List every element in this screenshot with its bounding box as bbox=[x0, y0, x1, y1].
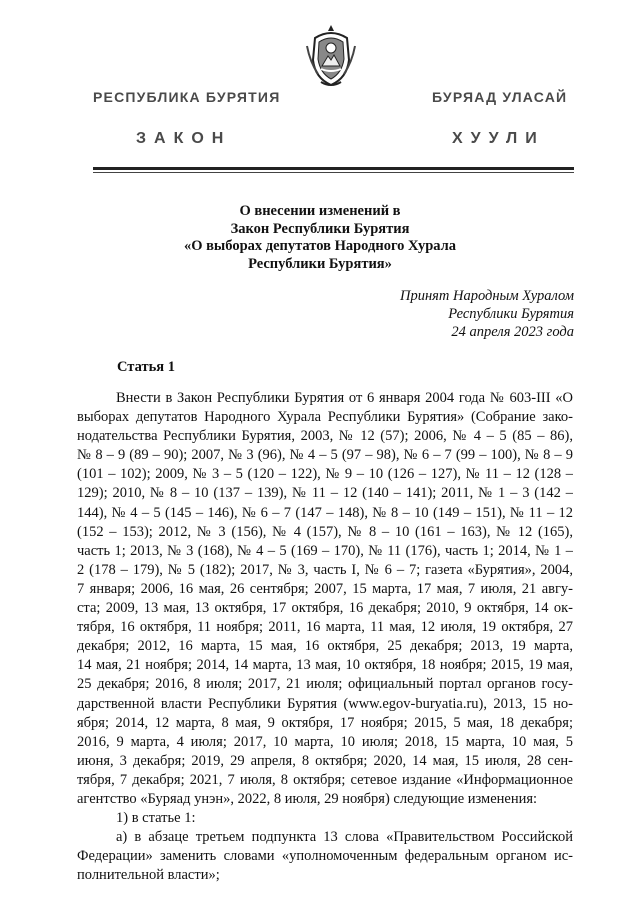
body-line: 7 января; 2006, 16 мая, 26 сентября; 2007, 15 марта, 17 мая, 7 июля, 21 авгу- bbox=[77, 580, 573, 597]
body-line: дарственной власти Республики Бурятия (www.egov-buryatia.ru), 2013, 15 но- bbox=[77, 695, 573, 712]
body-subitem: а) в абзаце третьем подпункта 13 слова «Правительством Российской bbox=[116, 829, 573, 846]
body-line: № 8 – 9 (89 – 90); 2007, № 3 (96), № 4 – 5 (97 – 98), № 6 – 7 (99 – 100), № 8 – 9 bbox=[77, 447, 573, 464]
body-line: часть 1; 2013, № 3 (168), № 4 – 5 (169 – 170), № 11 (176), часть 1; 2014, № 1 – bbox=[77, 542, 573, 559]
law-title-line: О внесении изменений в bbox=[239, 203, 401, 219]
body-line: (152 – 153); 2012, № 3 (156), № 4 (157), № 8 – 10 (161 – 163), № 12 (165), bbox=[77, 523, 573, 540]
body-line: ста; 2009, 13 мая, 13 октября, 17 октября, 16 декабря; 2010, 9 октября, 14 ок- bbox=[77, 600, 573, 617]
law-title-line: Республики Бурятия» bbox=[248, 255, 392, 272]
body-line: июня, 3 декабря; 2019, 29 апреля, 8 октября; 2020, 14 мая, 15 июля, 28 сен- bbox=[77, 752, 573, 769]
body-line: 25 декабря; 2016, 8 июля; 2017, 21 июля; официальный портал органов госу- bbox=[77, 676, 573, 693]
body-line: ября; 2014, 12 марта, 8 мая, 9 октября, 17 ноября; 2015, 5 мая, 18 декабря; bbox=[77, 714, 573, 731]
body-line: выборах депутатов Народного Хурала Республики Бурятия» (Собрание зако- bbox=[77, 409, 573, 426]
coat-of-arms-emblem bbox=[301, 22, 361, 88]
body-line: 14 мая, 21 ноября; 2014, 14 марта, 13 мая, 10 октября, 18 ноября; 2015, 19 мая, bbox=[77, 657, 573, 674]
header-divider-thick bbox=[93, 167, 574, 170]
article-body bbox=[77, 389, 573, 885]
body-list-item: 1) в статье 1: bbox=[116, 810, 196, 827]
article-heading: Статья 1 bbox=[117, 359, 175, 375]
law-title-line: Закон Республики Бурятия bbox=[230, 220, 410, 237]
body-line: Федерации» заменить словами «уполномоченным федеральным органом ис- bbox=[77, 848, 573, 865]
body-line: нодательства Республики Бурятия, 2003, № 12 (57); 2006, № 4 – 5 (85 – 86), bbox=[77, 428, 573, 445]
law-title bbox=[0, 203, 640, 273]
republic-name-buryat: БУРЯАД УЛАСАЙ bbox=[432, 89, 568, 105]
body-line: 144), № 4 – 5 (145 – 146), № 6 – 7 (147 – 148), № 8 – 10 (149 – 151), № 11 – 12 bbox=[77, 504, 573, 521]
republic-name-russian: РЕСПУБЛИКА БУРЯТИЯ bbox=[93, 89, 281, 105]
body-line: декабря; 2012, 16 марта, 15 мая, 16 октября, 25 декабря; 2013, 19 марта, bbox=[77, 638, 573, 655]
body-line: тября, 7 декабря; 2021, 7 июля, 8 октября; сетевое издание «Информационное bbox=[77, 771, 573, 788]
body-line: 2016, 9 марта, 4 июля; 2017, 10 марта, 10 июля; 2018, 15 марта, 10 мая, 5 bbox=[77, 733, 573, 750]
body-line: Внести в Закон Республики Бурятия от 6 января 2004 года № 603-III «О bbox=[116, 390, 573, 406]
body-line: агентство «Буряад унэн», 2022, 8 июля, 29 ноября) следующие изменения: bbox=[77, 790, 538, 807]
adoption-note-date: 24 апреля 2023 года bbox=[451, 324, 574, 340]
body-line: тября, 16 октября, 11 ноября; 2011, 16 марта, 11 мая, 12 июля, 19 октября, 27 bbox=[77, 619, 573, 636]
body-line: 2 (178 – 179), № 5 (182); 2017, № 3, часть I, № 6 – 7; газета «Бурятия», 2004, bbox=[77, 561, 573, 578]
law-label-buryat: ХУУЛИ bbox=[452, 130, 545, 147]
adoption-note-line: Принят Народным Хуралом bbox=[399, 288, 574, 304]
body-line: (101 – 102); 2009, № 3 – 5 (120 – 122), № 9 – 10 (126 – 127), № 11 – 12 (128 – bbox=[77, 466, 573, 483]
law-title-line: «О выборах депутатов Народного Хурала bbox=[183, 238, 457, 254]
body-line: 129); 2010, № 8 – 10 (137 – 139), № 11 – 12 (140 – 141); 2011, № 1 – 3 (142 – bbox=[77, 485, 573, 502]
law-label-russian: ЗАКОН bbox=[136, 130, 232, 147]
adoption-note bbox=[400, 287, 574, 341]
body-line: полнительной власти»; bbox=[77, 867, 220, 884]
adoption-note-line: Республики Бурятия bbox=[448, 306, 574, 322]
header-divider-thin bbox=[93, 172, 574, 173]
